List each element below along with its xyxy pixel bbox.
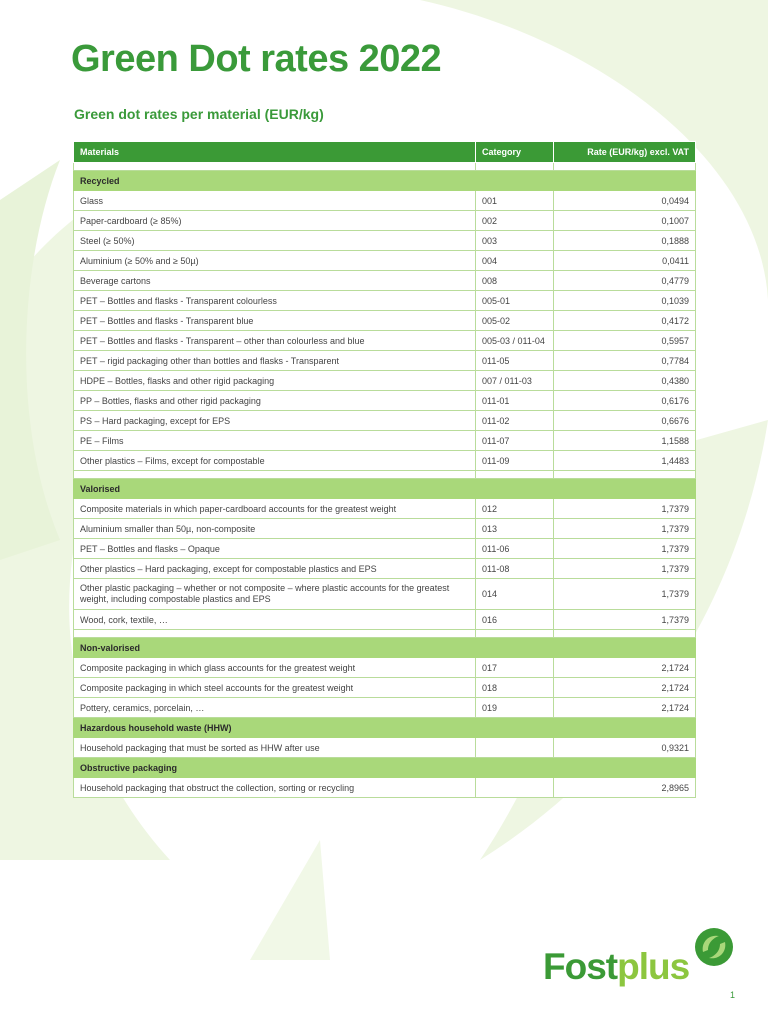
page-number: 1 <box>730 990 736 1000</box>
rate-cell: 2,8965 <box>554 778 696 798</box>
section-label: Non-valorised <box>74 638 696 658</box>
page-subtitle: Green dot rates per material (EUR/kg) <box>74 106 324 122</box>
material-cell: Aluminium (≥ 50% and ≥ 50µ) <box>74 251 476 271</box>
material-cell: Other plastics – Films, except for compostable <box>74 451 476 471</box>
logo-text-fost: Fost <box>543 946 618 987</box>
rate-cell: 0,4172 <box>554 311 696 331</box>
category-cell: 011-08 <box>476 559 554 579</box>
table-row <box>74 738 696 758</box>
category-cell: 001 <box>476 191 554 211</box>
spacer-row <box>74 471 696 479</box>
table-row <box>74 519 696 539</box>
category-cell: 007 / 011-03 <box>476 371 554 391</box>
table-row <box>74 391 696 411</box>
table-row <box>74 451 696 471</box>
category-cell: 016 <box>476 610 554 630</box>
table-row <box>74 211 696 231</box>
table-row <box>74 191 696 211</box>
section-label: Obstructive packaging <box>74 758 696 778</box>
section-header-obstructive <box>74 758 696 778</box>
table-row <box>74 331 696 351</box>
material-cell: Household packaging that must be sorted as HHW after use <box>74 738 476 758</box>
header-materials: Materials <box>74 142 476 163</box>
material-cell: PET – Bottles and flasks - Transparent colourless <box>74 291 476 311</box>
table-row <box>74 499 696 519</box>
rate-cell: 0,0494 <box>554 191 696 211</box>
category-cell: 003 <box>476 231 554 251</box>
table-row <box>74 311 696 331</box>
header-category: Category <box>476 142 554 163</box>
rate-cell: 1,4483 <box>554 451 696 471</box>
rate-cell: 1,7379 <box>554 519 696 539</box>
table-row <box>74 371 696 391</box>
rate-cell: 0,1039 <box>554 291 696 311</box>
category-cell: 005-02 <box>476 311 554 331</box>
rate-cell: 0,4380 <box>554 371 696 391</box>
section-header-hhw <box>74 718 696 738</box>
table-row <box>74 678 696 698</box>
category-cell: 011-02 <box>476 411 554 431</box>
rate-cell: 0,6176 <box>554 391 696 411</box>
category-cell: 017 <box>476 658 554 678</box>
table-row <box>74 778 696 798</box>
material-cell: PET – rigid packaging other than bottles and flasks - Transparent <box>74 351 476 371</box>
category-cell: 011-05 <box>476 351 554 371</box>
category-cell: 011-09 <box>476 451 554 471</box>
category-cell: 018 <box>476 678 554 698</box>
rate-cell: 2,1724 <box>554 678 696 698</box>
material-cell: Composite packaging in which steel accounts for the greatest weight <box>74 678 476 698</box>
table-row <box>74 411 696 431</box>
rate-cell: 2,1724 <box>554 658 696 678</box>
rate-cell: 1,7379 <box>554 559 696 579</box>
table-header-row <box>74 142 696 163</box>
category-cell: 004 <box>476 251 554 271</box>
section-label: Valorised <box>74 479 696 499</box>
header-rate: Rate (EUR/kg) excl. VAT <box>554 142 696 163</box>
material-cell: Aluminium smaller than 50µ, non-composite <box>74 519 476 539</box>
material-cell: PET – Bottles and flasks – Opaque <box>74 539 476 559</box>
table-row <box>74 251 696 271</box>
rate-cell: 0,1007 <box>554 211 696 231</box>
page-title: Green Dot rates 2022 <box>71 38 442 80</box>
category-cell: 012 <box>476 499 554 519</box>
rate-cell: 0,1888 <box>554 231 696 251</box>
rate-cell: 1,7379 <box>554 579 696 610</box>
material-cell: HDPE – Bottles, flasks and other rigid packaging <box>74 371 476 391</box>
rate-cell: 0,0411 <box>554 251 696 271</box>
category-cell: 005-03 / 011-04 <box>476 331 554 351</box>
material-cell: Pottery, ceramics, porcelain, … <box>74 698 476 718</box>
category-cell: 002 <box>476 211 554 231</box>
recycle-swirl-icon <box>693 926 735 968</box>
rate-cell: 1,1588 <box>554 431 696 451</box>
category-cell <box>476 738 554 758</box>
rate-cell: 2,1724 <box>554 698 696 718</box>
section-label: Hazardous household waste (HHW) <box>74 718 696 738</box>
logo-wordmark <box>543 946 689 988</box>
material-cell: Composite materials in which paper-cardboard accounts for the greatest weight <box>74 499 476 519</box>
table-row <box>74 351 696 371</box>
section-label: Recycled <box>74 171 696 191</box>
rate-cell: 1,7379 <box>554 539 696 559</box>
material-cell: PE – Films <box>74 431 476 451</box>
rate-cell: 0,5957 <box>554 331 696 351</box>
spacer-row <box>74 630 696 638</box>
rate-cell: 1,7379 <box>554 499 696 519</box>
category-cell: 008 <box>476 271 554 291</box>
table-row <box>74 579 696 610</box>
material-cell: PET – Bottles and flasks - Transparent blue <box>74 311 476 331</box>
rates-table <box>73 141 696 798</box>
table-row <box>74 658 696 678</box>
category-cell: 011-01 <box>476 391 554 411</box>
material-cell: Household packaging that obstruct the collection, sorting or recycling <box>74 778 476 798</box>
material-cell: Other plastic packaging – whether or not composite – where plastic accounts for the greatest weight, including compostable plastics and EPS <box>74 579 476 610</box>
material-cell: PS – Hard packaging, except for EPS <box>74 411 476 431</box>
table-row <box>74 431 696 451</box>
table-row <box>74 231 696 251</box>
material-cell: Wood, cork, textile, … <box>74 610 476 630</box>
material-cell: Paper-cardboard (≥ 85%) <box>74 211 476 231</box>
logo-text-plus: plus <box>617 946 690 987</box>
rate-cell: 0,9321 <box>554 738 696 758</box>
rate-cell: 0,4779 <box>554 271 696 291</box>
table-row <box>74 271 696 291</box>
table-row <box>74 610 696 630</box>
material-cell: PET – Bottles and flasks - Transparent – other than colourless and blue <box>74 331 476 351</box>
category-cell: 005-01 <box>476 291 554 311</box>
category-cell: 011-06 <box>476 539 554 559</box>
table-row <box>74 291 696 311</box>
category-cell: 011-07 <box>476 431 554 451</box>
table-row <box>74 559 696 579</box>
category-cell: 014 <box>476 579 554 610</box>
section-header-valorised <box>74 479 696 499</box>
material-cell: PP – Bottles, flasks and other rigid packaging <box>74 391 476 411</box>
table-row <box>74 698 696 718</box>
rate-cell: 0,6676 <box>554 411 696 431</box>
category-cell: 013 <box>476 519 554 539</box>
table-row <box>74 539 696 559</box>
category-cell <box>476 778 554 798</box>
section-header-non-valorised <box>74 638 696 658</box>
material-cell: Other plastics – Hard packaging, except for compostable plastics and EPS <box>74 559 476 579</box>
rate-cell: 0,7784 <box>554 351 696 371</box>
material-cell: Beverage cartons <box>74 271 476 291</box>
material-cell: Glass <box>74 191 476 211</box>
spacer-row <box>74 163 696 171</box>
rate-cell: 1,7379 <box>554 610 696 630</box>
category-cell: 019 <box>476 698 554 718</box>
material-cell: Composite packaging in which glass accounts for the greatest weight <box>74 658 476 678</box>
fostplus-logo <box>543 926 738 992</box>
material-cell: Steel (≥ 50%) <box>74 231 476 251</box>
section-header-recycled <box>74 171 696 191</box>
